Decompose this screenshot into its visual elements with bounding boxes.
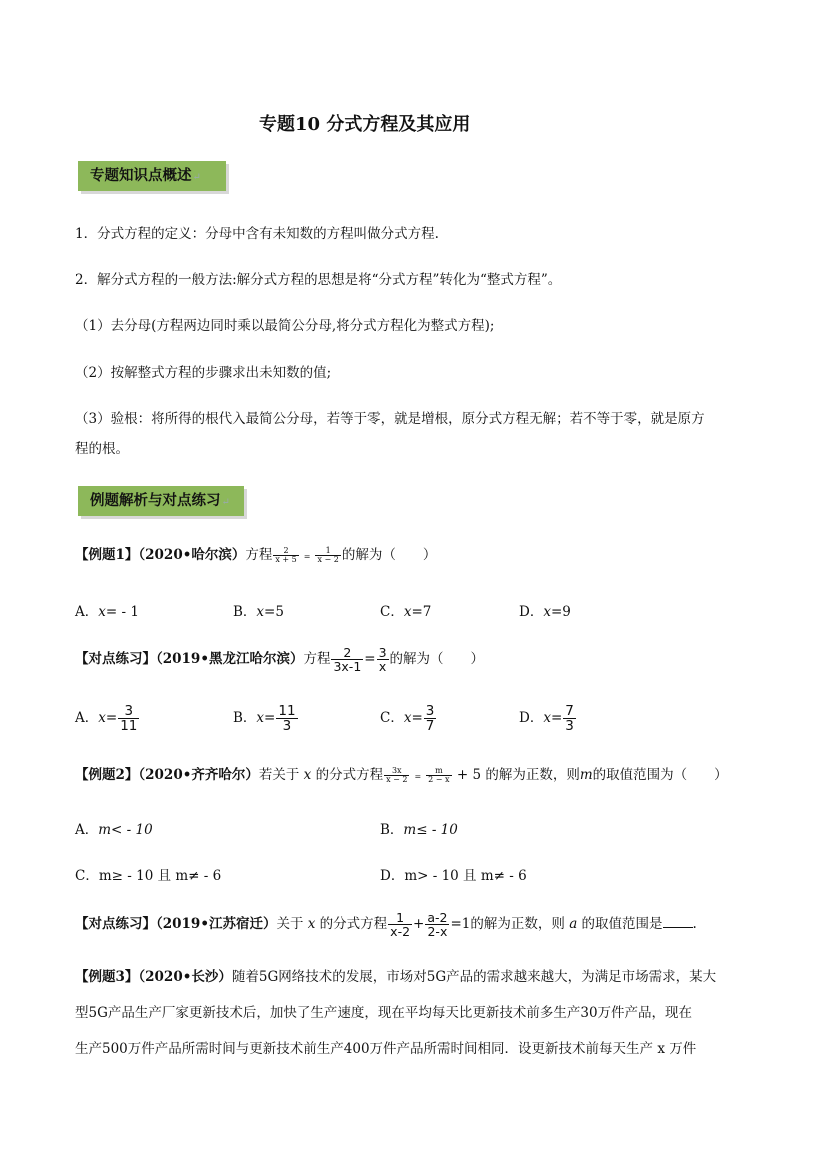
banner-label: 例题解析与对点练习 (90, 492, 221, 509)
example-3-line-3: 生产500万件产品所需时间与更新技术前生产400万件产品所需时间相同．设更新技术前每天生产 x 万件 (75, 1041, 697, 1057)
return-mark-icon: ↵ (221, 497, 230, 508)
fraction: $\frac{3x}{x - 2}$ (386, 765, 408, 784)
option-a: A．x= - 1 (75, 604, 139, 620)
fraction (377, 646, 389, 673)
option-d: D．m> - 10 且 m≠ - 6 (380, 868, 527, 884)
knowledge-step-2: （2）按解整式方程的步骤求出未知数的值; (75, 365, 332, 381)
practice-1-question (75, 640, 484, 678)
option-b: B．x=5 (233, 604, 284, 620)
practice-tag: 【对点练习】（2019•黑龙江哈尔滨） (75, 651, 304, 667)
option-b: B．x= $\frac{11}{3}$ (233, 702, 296, 734)
example-3-line-2: 型5G产品生产厂家更新技术后，加快了生产速度，现在平均每天比更新技术前多生产30万件产品，现在 (75, 1005, 693, 1021)
fraction (331, 646, 363, 673)
denominator: x (378, 659, 387, 674)
fraction (273, 547, 298, 565)
numerator: 1 (315, 547, 340, 556)
option-d: D．x= $\frac{7}{3}$ (519, 702, 574, 734)
practice-tag: 【对点练习】（2019•江苏宿迁） (75, 916, 277, 932)
example-tag: 【例题1】（2020•哈尔滨） (75, 547, 246, 563)
page-title: 专题10 分式方程及其应用 (259, 114, 471, 135)
denominator: x + 5 (275, 555, 297, 564)
example-3-line-1: 【例题3】（2020•长沙）随着5G网络技术的发展，市场对5G产品的需求越来越大，为满足市场需求，某大 (75, 969, 717, 985)
example-tag: 【例题3】（2020•长沙） (75, 969, 232, 985)
numerator: 2 (273, 547, 298, 556)
fraction: $\frac{1}{x-2}$ (390, 909, 411, 939)
knowledge-step-3-line1: （3）验根：将所得的根代入最简公分母，若等于零，就是增根，原分式方程无解；若不等于零，就是原方 (75, 411, 705, 427)
example-2-question: 【例题2】（2020•齐齐哈尔）若关于 x 的分式方程 $\frac{3x}{x - 2}$ = $\frac{m}{2 - x}$ + 5 的解为正数，则m的取值范围为（ ） (75, 765, 728, 784)
banner-label: 专题知识点概述 (90, 167, 192, 184)
option-b: B．m≤ - 10 (380, 822, 458, 838)
option-c: C．m≥ - 10 且 m≠ - 6 (75, 868, 222, 884)
equals-sign: = (303, 552, 311, 561)
answer-blank[interactable] (663, 915, 693, 928)
denominator: x − 2 (317, 555, 339, 564)
knowledge-step-3-line2: 程的根。 (75, 441, 129, 457)
numerator: 2 (331, 646, 363, 660)
return-mark-icon: ↵ (192, 172, 201, 183)
section-banner-examples (78, 486, 244, 516)
example-1-question (75, 540, 436, 570)
question-text: 方程 (245, 547, 273, 563)
option-d: D．x=9 (519, 604, 571, 620)
denominator: 3x-1 (333, 659, 362, 674)
equals-sign: = (364, 651, 376, 667)
option-c: C．x= $\frac{3}{7}$ (380, 702, 435, 734)
knowledge-point-2: 2．解分式方程的一般方法:解分式方程的思想是将“分式方程”转化为“整式方程”。 (75, 272, 562, 288)
option-a: A．x= $\frac{3}{11}$ (75, 702, 138, 734)
example-tag: 【例题2】（2020•齐齐哈尔） (75, 767, 259, 783)
numerator: 3 (378, 644, 387, 660)
question-text: 方程 (303, 651, 331, 667)
practice-2-question: 【对点练习】（2019•江苏宿迁）关于 x 的分式方程 $\frac{1}{x-2}$ + $\frac{a-2}{2-x}$ =1的解为正数，则 a 的取值范围是 . (75, 909, 697, 939)
question-text: 的解为（ ） (389, 651, 485, 667)
fraction: $\frac{a-2}{2-x}$ (427, 909, 448, 939)
option-c: C．x=7 (380, 604, 432, 620)
question-text: 的解为（ ） (341, 547, 437, 563)
section-banner-knowledge (78, 161, 226, 191)
fraction (315, 547, 340, 565)
knowledge-step-1: （1）去分母(方程两边同时乘以最简公分母,将分式方程化为整式方程); (75, 318, 495, 334)
knowledge-point-1: 1．分式方程的定义：分母中含有未知数的方程叫做分式方程. (75, 226, 439, 242)
fraction: $\frac{m}{2 - x}$ (428, 765, 450, 784)
option-a: A．m< - 10 (75, 822, 153, 838)
